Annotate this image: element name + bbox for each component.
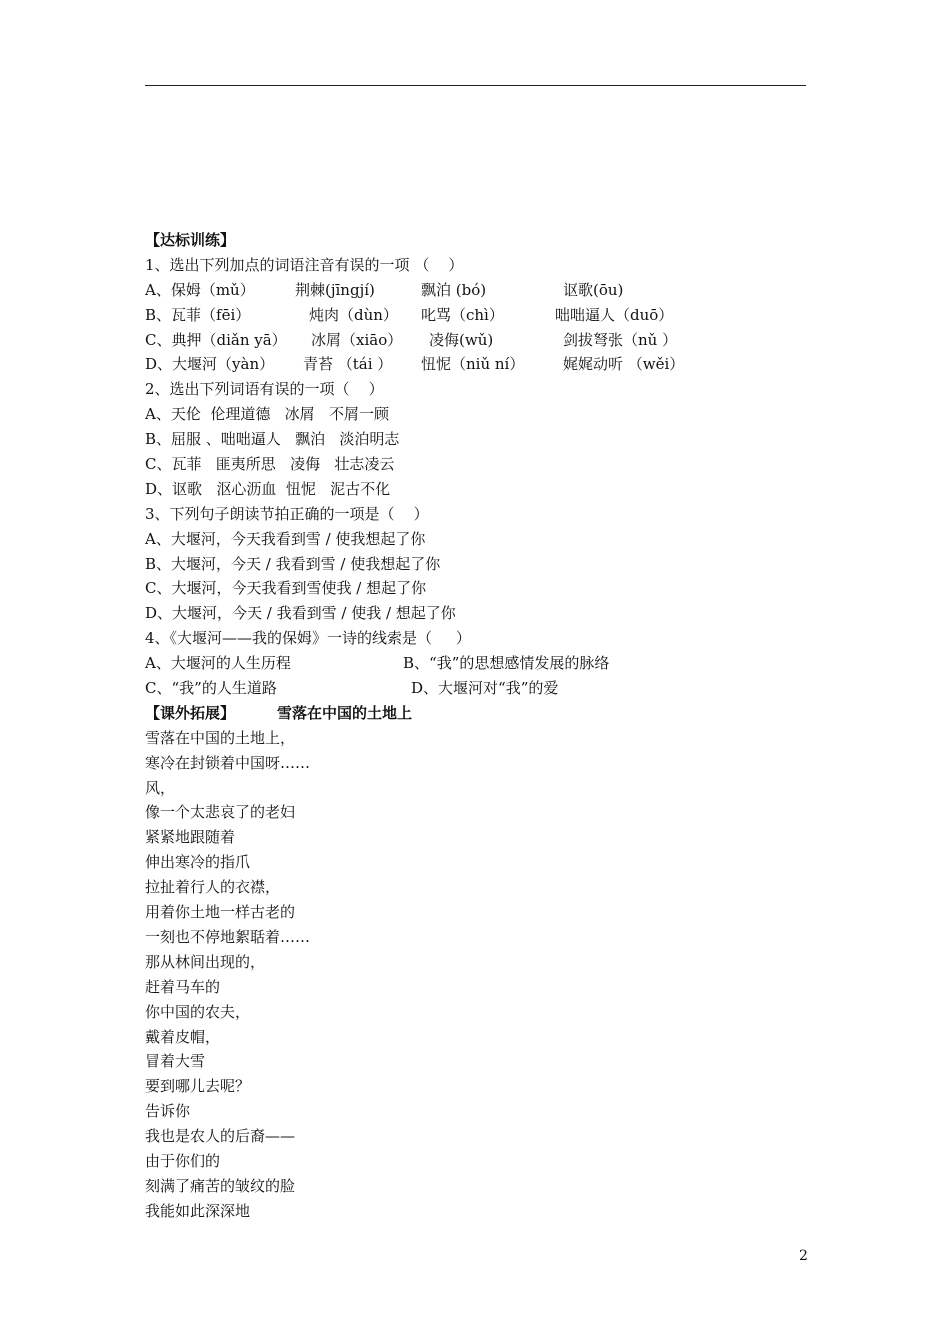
option-cell: 讴歌(ōu) (563, 280, 624, 299)
extension-heading-row (145, 701, 805, 726)
question-1-option-b (145, 303, 805, 328)
option-cell: 青苔 （tái ） (303, 355, 393, 374)
option-cell: A、保姆（mǔ） (145, 280, 255, 299)
poem-line: 紧紧地跟随着 (145, 828, 236, 847)
question-3-stem: 3、下列句子朗读节拍正确的一项是（ ） (145, 504, 429, 523)
option-cell: 忸怩（niǔ ní） (421, 355, 525, 374)
question-2-option-d: D、讴歌 沤心沥血 忸怩 泥古不化 (145, 479, 391, 498)
poem-line: 寒冷在封锁着中国呀…… (145, 753, 311, 772)
poem-line: 刻满了痛苦的皱纹的脸 (145, 1176, 296, 1195)
question-3-option-c: C、大堰河，今天我看到雪使我 / 想起了你 (145, 579, 427, 598)
option-cell: 飘泊 (bó) (421, 280, 487, 299)
question-3-option-a: A、大堰河，今天我看到雪 / 使我想起了你 (145, 529, 426, 548)
question-4-stem: 4、《大堰河——我的保姆》一诗的线索是（ ） (145, 629, 471, 648)
poem-line: 风， (145, 778, 176, 797)
poem-line: 拉扯着行人的衣襟， (145, 878, 281, 897)
poem-line: 冒着大雪 (145, 1052, 206, 1071)
option-cell: 凌侮(wǔ) (429, 330, 494, 349)
question-1-stem: 1、选出下列加点的词语注音有误的一项 （ ） (145, 255, 464, 274)
option-cell: A、大堰河的人生历程 (145, 654, 291, 673)
option-cell: 咄咄逼人（duō） (555, 305, 674, 324)
option-cell: 剑拔弩张（nǔ ） (563, 330, 678, 349)
poem-line: 由于你们的 (145, 1151, 221, 1170)
question-1-option-c (145, 328, 805, 353)
option-cell: 叱骂（chì） (421, 305, 504, 324)
option-cell: C、“我”的人生道路 (145, 679, 277, 698)
option-cell: C、典押（diǎn yā） (145, 330, 287, 349)
question-2-stem: 2、选出下列词语有误的一项（ ） (145, 380, 384, 399)
question-3-option-b: B、大堰河，今天 / 我看到雪 / 使我想起了你 (145, 554, 441, 573)
poem-line: 告诉你 (145, 1102, 191, 1121)
poem-title: 雪落在中国的土地上 (277, 703, 413, 722)
question-1-option-d (145, 352, 805, 377)
question-2-option-b: B、屈服 、咄咄逼人 飘泊 淡泊明志 (145, 430, 400, 449)
option-cell: B、“我”的思想感情发展的脉络 (403, 654, 610, 673)
poem (145, 726, 805, 1224)
header-rule (145, 85, 806, 86)
option-cell: 冰屑（xiāo） (311, 330, 403, 349)
practice-heading: 【达标训练】 (145, 231, 236, 249)
option-cell: 娓娓动听 （wěi） (563, 355, 685, 374)
question-4-options-row-2 (145, 676, 805, 701)
poem-line: 一刻也不停地絮聒着…… (145, 927, 311, 946)
page-number: 2 (799, 1248, 808, 1264)
poem-line: 我能如此深深地 (145, 1201, 251, 1220)
document-body (145, 228, 805, 1224)
option-cell: 荆棘(jīngjí) (295, 280, 375, 299)
poem-line: 戴着皮帽， (145, 1027, 221, 1046)
question-4-options-row-1 (145, 651, 805, 676)
poem-line: 赶着马车的 (145, 977, 221, 996)
option-cell: 炖肉（dùn） (309, 305, 398, 324)
extension-heading: 【课外拓展】 (145, 703, 236, 722)
poem-line: 要到哪儿去呢？ (145, 1077, 251, 1096)
poem-line: 伸出寒冷的指爪 (145, 853, 251, 872)
poem-line: 像一个太悲哀了的老妇 (145, 803, 296, 822)
poem-line: 你中国的农夫， (145, 1002, 251, 1021)
poem-line: 雪落在中国的土地上， (145, 728, 296, 747)
option-cell: B、瓦菲（fēi） (145, 305, 251, 324)
poem-line: 我也是农人的后裔—— (145, 1127, 296, 1146)
option-cell: D、大堰河（yàn） (145, 355, 275, 374)
question-3-option-d: D、大堰河，今天 / 我看到雪 / 使我 / 想起了你 (145, 604, 456, 623)
question-2-option-c: C、瓦菲 匪夷所思 凌侮 壮志凌云 (145, 455, 395, 474)
question-2-option-a: A、天伦 伦理道德 冰屑 不屑一顾 (145, 405, 389, 424)
poem-line: 那从林间出现的， (145, 952, 266, 971)
poem-line: 用着你土地一样古老的 (145, 903, 296, 922)
question-1-option-a (145, 278, 805, 303)
option-cell: D、大堰河对“我”的爱 (411, 679, 559, 698)
